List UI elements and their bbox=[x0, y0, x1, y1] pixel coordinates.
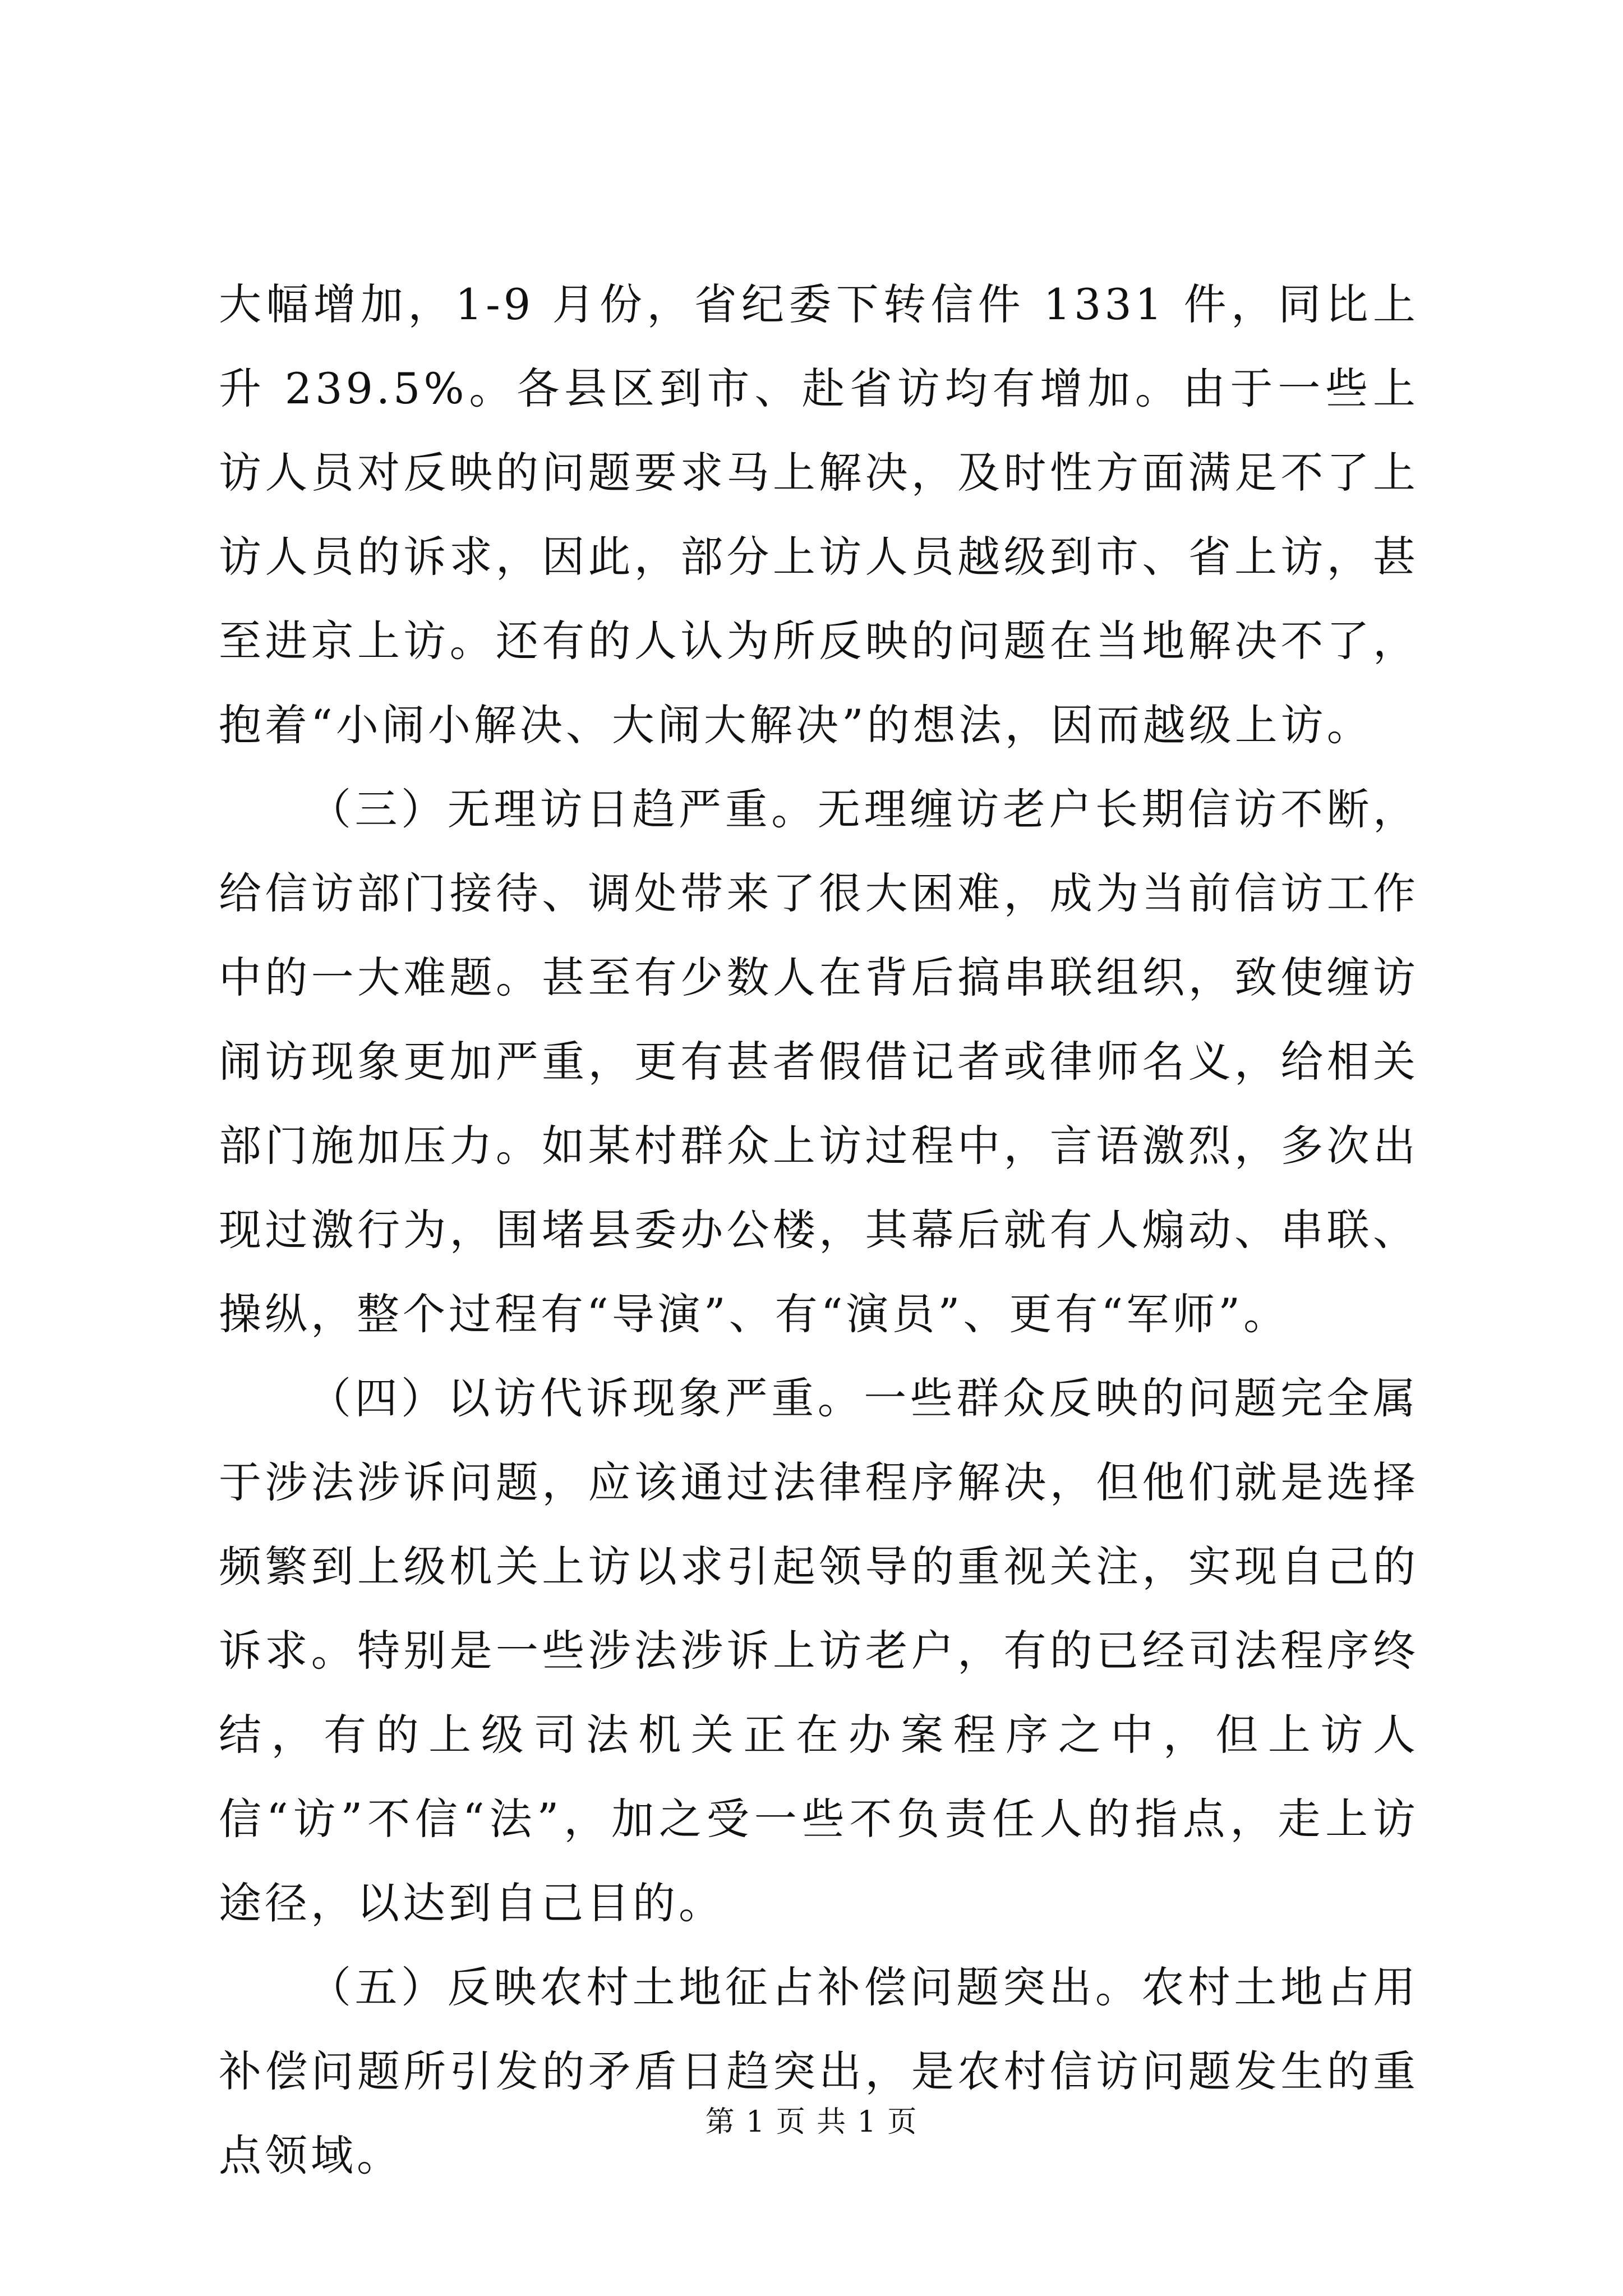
paragraph-2: （三）无理访日趋严重。无理缠访老户长期信访不断，给信访部门接待、调处带来了很大困难，成为当前信访工作中的一大难题。甚至有少数人在背后搞串联组织，致使缠访闹访现象更加严重，更有甚者假借记者或律师名义，给相关部门施加压力。如某村群众上访过程中，言语激烈，多次出现过激行为，围堵县委办公楼，其幕后就有人煽动、串联、操纵，整个过程有“导演”、有“演员”、更有“军师”。 bbox=[219, 784, 1419, 1339]
page-number-footer: 第 1 页 共 1 页 bbox=[705, 2105, 918, 2139]
paragraph-1: 大幅增加，1-9 月份，省纪委下转信件 1331 件，同比上升 239.5%。各县区到市、赴省访均有增加。由于一些上访人员对反映的问题要求马上解决，及时性方面满足不了上访人员的诉求，因此，部分上访人员越级到市、省上访，甚至进京上访。还有的人认为所反映的问题在当地解决不了，抱着“小闹小解决、大闹大解决”的想法，因而越级上访。 bbox=[219, 279, 1419, 750]
paragraph-4: （五）反映农村土地征占补偿问题突出。农村土地占用补偿问题所引发的矛盾日趋突出，是农村信访问题发生的重点领域。 bbox=[219, 1962, 1419, 2180]
document-body bbox=[219, 263, 1419, 2198]
paragraph-3: （四）以访代诉现象严重。一些群众反映的问题完全属于涉法涉诉问题，应该通过法律程序解决，但他们就是选择频繁到上级机关上访以求引起领导的重视关注，实现自己的诉求。特别是一些涉法涉诉上访老户，有的已经司法程序终结，有的上级司法机关正在办案程序之中，但上访人信“访”不信“法”，加之受一些不负责任人的指点，走上访途径，以达到自己目的。 bbox=[219, 1373, 1419, 1928]
